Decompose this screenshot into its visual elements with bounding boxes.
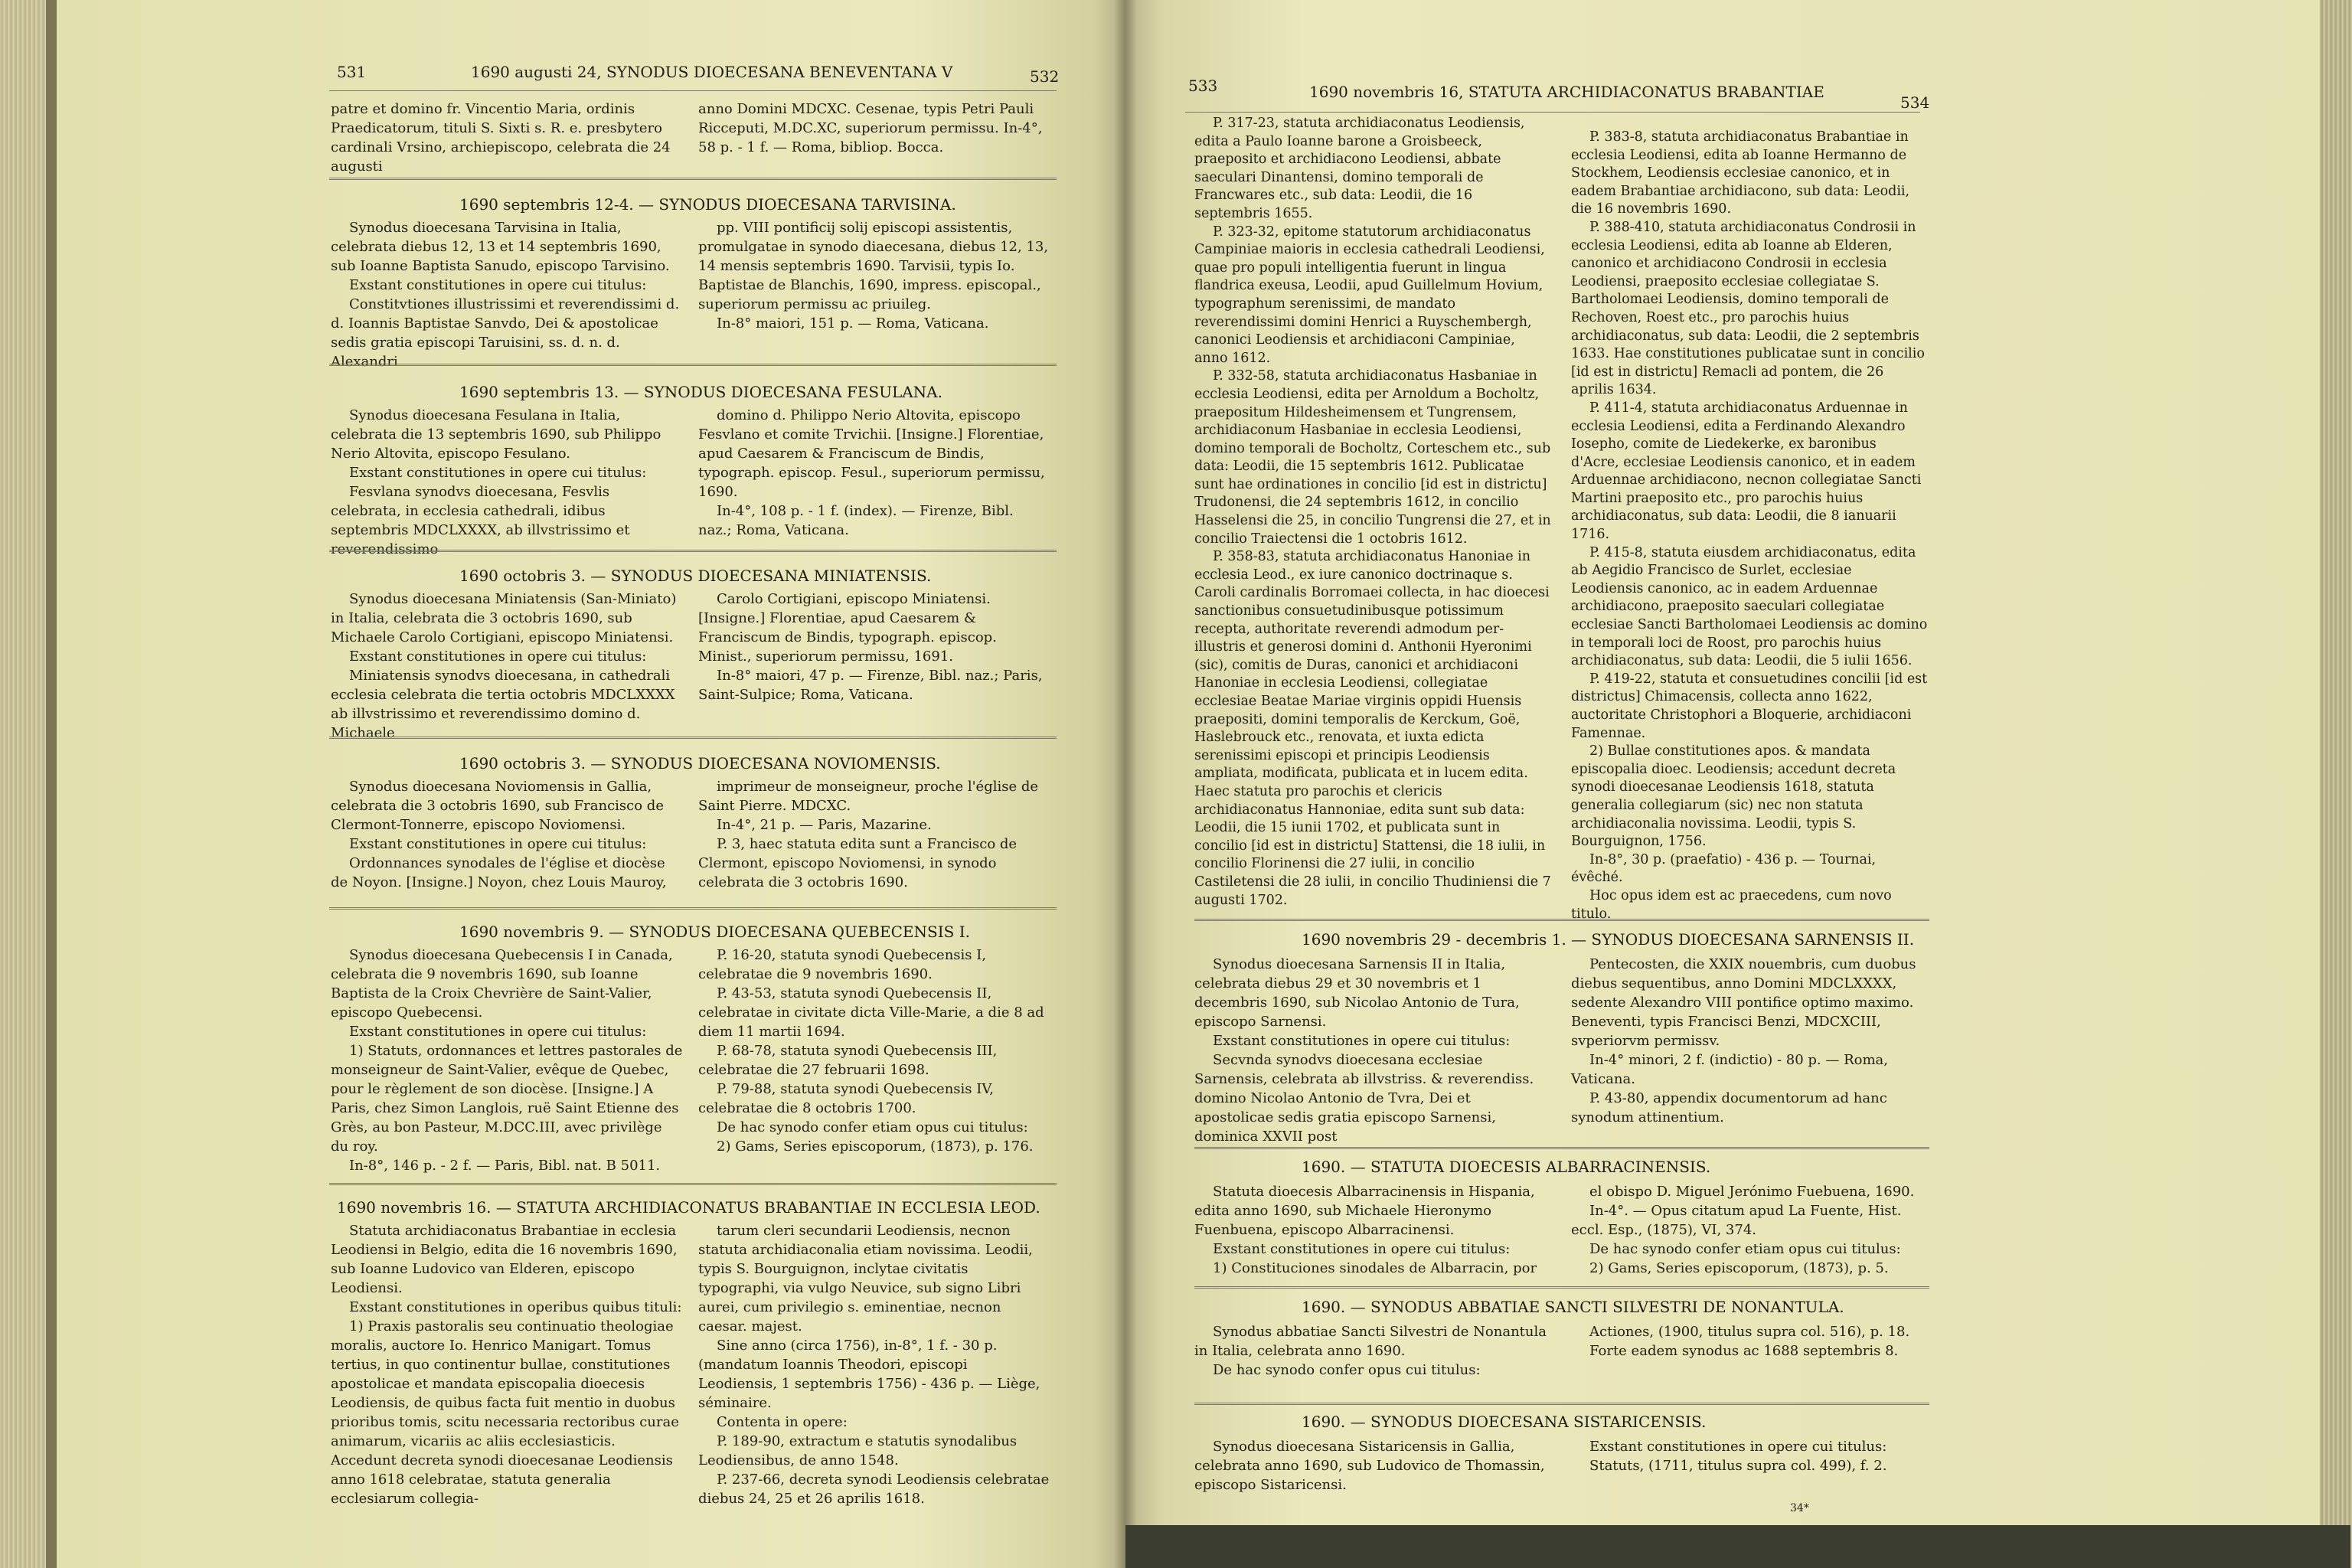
right-running-title: 1690 novembris 16, STATUTA ARCHIDIACONATUS BRABANTIAE xyxy=(1309,83,1824,101)
paragraph: In-8° maiori, 47 p. — Firenze, Bibl. naz.; Paris, Saint-Sulpice; Roma, Vaticana. xyxy=(698,668,1043,703)
paragraph: 1) Constituciones sinodales de Albarracin, por xyxy=(1213,1260,1537,1276)
paragraph: P. 43-80, appendix documentorum ad hanc synodum attinentium. xyxy=(1571,1090,1887,1125)
paragraph: P. 3, haec statuta edita sunt a Francisco de Clermont, episcopo Noviomensi, in synodo celebrata die 3 octobris 1690. xyxy=(698,836,1018,890)
section-title: 1690 novembris 29 - decembris 1. — SYNODUS DIOECESANA SARNENSIS II. xyxy=(1302,930,1915,949)
right-section-col2 xyxy=(1571,955,1928,1127)
section-rule xyxy=(329,550,1057,552)
header-rule xyxy=(329,90,1057,91)
paragraph: Ordonnances synodales de l'église et diocèse de Noyon. [Insigne.] Noyon, chez Louis Mauroy, xyxy=(331,855,667,890)
paragraph: Exstant constitutiones in opere cui titulus: xyxy=(349,465,647,481)
section-rule xyxy=(329,737,1057,739)
left-page-edges xyxy=(0,0,46,1568)
paragraph: Synodus dioecesana Sarnensis II in Italia, celebrata diebus 29 et 30 novembris et 1 decembris 1690, sub Nicolao Antonio de Tura, episcopo Sarnensi. xyxy=(1194,956,1520,1030)
section-title: 1690 novembris 9. — SYNODUS DIOECESANA QUEBECENSIS I. xyxy=(459,923,970,941)
paragraph: el obispo D. Miguel Jerónimo Fuebuena, 1690. xyxy=(1589,1184,1915,1200)
section-col2 xyxy=(698,590,1050,704)
right-section-col2 xyxy=(1571,1182,1928,1278)
paragraph: P. 68-78, statuta synodi Quebecensis III, celebratae die 27 februarii 1698. xyxy=(698,1043,998,1078)
right-section-col1 xyxy=(1194,1182,1551,1278)
paragraph: Synodus abbatiae Sancti Silvestri de Nonantula in Italia, celebrata anno 1690. xyxy=(1194,1324,1547,1359)
background-bottom-right xyxy=(1125,1525,2350,1568)
paragraph: P. 415-8, statuta eiusdem archidiaconatus, edita ab Aegidio Francisco de Surlet, ecclesiae Leodiensis canonico, ac in eadem Arduennae archidiacono, praeposito saeculari collegiatae ecclesiae Sancti Bartholomaei Leodiensis ac domino in temporali loci de Roost, pro parochis huius archidiaconatus, sub data: Leodii, die 5 iulii 1656. xyxy=(1571,544,1928,669)
paragraph: Synodus dioecesana Noviomensis in Gallia, celebrata die 3 octobris 1690, sub Francisco de Clermont-Tonnerre, episcopo Noviomensi. xyxy=(331,779,664,833)
paragraph: In-4°, 108 p. - 1 f. (index). — Firenze, Bibl. naz.; Roma, Vaticana. xyxy=(698,503,1014,538)
section-col2 xyxy=(698,406,1050,540)
section-rule xyxy=(1194,1147,1929,1149)
section-col1 xyxy=(331,218,683,371)
section-col2 xyxy=(698,946,1050,1156)
paragraph: Contenta in opere: xyxy=(717,1414,848,1430)
paragraph: Exstant constitutiones in opere cui titulus: xyxy=(1213,1033,1511,1049)
paragraph: Exstant constitutiones in opere cui titulus: xyxy=(349,648,647,665)
paragraph: De hac synodo confer etiam opus cui titulus: xyxy=(1589,1241,1901,1257)
paragraph: In-4°, 21 p. — Paris, Mazarine. xyxy=(717,817,932,833)
paragraph: tarum cleri secundarii Leodiensis, necnon statuta archidiaconalia etiam novissima. Leodii, typis S. Bourguignon, inclytae civitatis typographi, via vulgo Neuvice, sub signo Libri aurei, cum privilegio s. eminentiae, necnon caesar. majest. xyxy=(698,1223,1033,1334)
paragraph: P. 332-58, statuta archidiaconatus Hasbaniae in ecclesia Leodiensi, edita per Arnoldum a Bocholtz, praepositum Hildesheimensem et Tungrensem, archidiaconum Hasbaniae in ecclesia Leodiensi, domino temporali de Bocholtz, Corteschem etc., sub data: Leodii, die 15 septembris 1612. Publicatae sunt hae ordinationes in concilio [id est in districtu] Trudonensi, die 24 septembris 1612, in concilio Hasselensi die 25, in concilio Tungrensi die 27, et in concilio Traiectensi die 1 octobris 1612. xyxy=(1194,368,1551,547)
section-col1 xyxy=(331,590,683,743)
right-header-rule xyxy=(1185,112,1920,113)
section-rule xyxy=(1194,1286,1929,1289)
section-title: 1690. — SYNODUS DIOECESANA SISTARICENSIS. xyxy=(1302,1413,1707,1431)
paragraph: Secvnda synodvs dioecesana ecclesiae Sarnensis, celebrata ab illvstriss. & reverendiss. domino Nicolao Antonio de Tvra, Dei et apostolicae sedis gratia episcopo Sarnensi, dominica XXVII post xyxy=(1194,1052,1534,1145)
section-col1 xyxy=(331,946,683,1175)
left-page-number-531: 531 xyxy=(337,63,367,81)
paragraph: P. 411-4, statuta archidiaconatus Arduennae in ecclesia Leodiensi, edita a Ferdinando Alexandro Iosepho, comite de Liedekerke, ex baronibus d'Acre, ecclesiae Leodiensis canonico, et in eadem Arduennae archidiacono, necnon collegiatae Sancti Martini praeposito etc., pro parochis huius archidiaconatus, sub data: Leodii, die 8 ianuarii 1716. xyxy=(1571,400,1922,543)
paragraph: P. 79-88, statuta synodi Quebecensis IV, celebratae die 8 octobris 1700. xyxy=(698,1081,994,1116)
paragraph: P. 388-410, statuta archidiaconatus Condrosii in ecclesia Leodiensi, edita ab Ioanne ab Elderen, canonico et archidiacono Condrosii in ecclesia Leodiensi, praeposito ecclesiae collegiatae S. Bartholomaei Leodiensis, domino temporali de Rechoven, Roest etc., pro parochis huius archidiaconatus, sub data: Leodii, die 2 septembris 1633. Hae constitutiones publicatae sunt in concilio [id est in districtu] Remacli ad pontem, die 26 aprilis 1634. xyxy=(1571,219,1925,398)
paragraph: Pentecosten, die XXIX nouembris, cum duobus diebus sequentibus, anno Domini MDCLXXXX, sedente Alexandro VIII pontifice optimo maximo. Beneventi, typis Francisci Benzi, MDCXCIII, svperiorvm permissv. xyxy=(1571,956,1916,1049)
paragraph: In-4° minori, 2 f. (indictio) - 80 p. — Roma, Vaticana. xyxy=(1571,1052,1888,1087)
paragraph: 1) Statuts, ordonnances et lettres pastorales de monseigneur de Saint-Valier, evêque de Quebec, pour le règlement de son diocèse. [Insigne.] A Paris, chez Simon Langlois, ruë Saint Etienne des Grès, au bon Pasteur, M.DCC.III, avec privilège du roy. xyxy=(331,1043,683,1155)
paragraph: In-8°, 146 p. - 2 f. — Paris, Bibl. nat. B 5011. xyxy=(349,1158,661,1174)
intro-text-1: patre et domino fr. Vincentio Maria, ordinis Praedicatorum, tituli S. Sixti s. R. e. presbytero cardinali Vrsino, archiepiscopo, celebrata die 24 augusti xyxy=(331,101,671,175)
right-section-col1 xyxy=(1194,1437,1551,1494)
left-binding-shadow xyxy=(46,0,57,1568)
paragraph: P. 16-20, statuta synodi Quebecensis I, celebratae die 9 novembris 1690. xyxy=(698,947,987,982)
paragraph: Fesvlana synodvs dioecesana, Fesvlis celebrata, in ecclesia cathedrali, idibus septembris MDCLXXXX, ab illvstrissimo et reverendissimo xyxy=(331,484,630,557)
section-rule xyxy=(329,178,1057,180)
paragraph: Sine anno (circa 1756), in-8°, 1 f. - 30 p. (mandatum Ioannis Theodori, episcopi Leodiensis, 1 septembris 1756) - 436 p. — Liège, séminaire. xyxy=(698,1338,1040,1411)
right-page-number-534: 534 xyxy=(1900,93,1930,112)
section-col2 xyxy=(698,777,1050,892)
paragraph: Statuta archidiaconatus Brabantiae in ecclesia Leodiensi in Belgio, edita die 16 novembris 1690, sub Ioanne Ludovico van Elderen, episcopo Leodiensi. xyxy=(331,1223,678,1296)
paragraph: Statuts, (1711, titulus supra col. 499), f. 2. xyxy=(1589,1458,1887,1474)
intro-col2 xyxy=(698,100,1050,157)
paragraph: P. 323-32, epitome statutorum archidiaconatus Campiniae maioris in ecclesia cathedrali Leodiensi, quae pro populi intelligentia fuerunt in lingua flandrica exeusa, Leodii, apud Guillelmum Hovium, typographum serenissimi, de mandato reverendissimi domini Henrici a Ruyschembergh, canonici Leodiensis et archidiaconi Campiniae, anno 1612. xyxy=(1194,224,1545,366)
paragraph: P. 419-22, statuta et consuetudines concilii [id est districtus] Chimacensis, collecta anno 1622, auctoritate Christophori a Bloquerie, archidiaconi Famennae. xyxy=(1571,671,1928,741)
paragraph: Exstant constitutiones in opere cui titulus: xyxy=(349,836,647,852)
section-col1 xyxy=(331,406,683,559)
right-page-number-533: 533 xyxy=(1188,77,1218,95)
right-section-col1 xyxy=(1194,1322,1551,1380)
paragraph: Exstant constitutiones in operibus quibus tituli: xyxy=(349,1299,682,1315)
paragraph: Miniatensis synodvs dioecesana, in cathedrali ecclesia celebrata die tertia octobris MDCLXXXX ab illvstrissimo et reverendissimo domino d. Michaele xyxy=(331,668,675,741)
section-title: 1690 octobris 3. — SYNODUS DIOECESANA NOVIOMENSIS. xyxy=(459,754,941,773)
paragraph: Synodus dioecesana Miniatensis (San-Miniato) in Italia, celebrata die 3 octobris 1690, sub Michaele Carolo Cortigiani, episcopo Miniatensi. xyxy=(331,591,677,645)
paragraph: Hoc opus idem est ac praecedens, cum novo titulo. xyxy=(1571,887,1892,922)
section-rule xyxy=(329,907,1057,910)
section-title: 1690. — STATUTA DIOECESIS ALBARRACINENSIS. xyxy=(1302,1158,1711,1176)
paragraph: P. 383-8, statuta archidiaconatus Brabantiae in ecclesia Leodiensi, edita ab Ioanne Hermanno de Stockhem, Leodiensis ecclesiae canonico, et in eadem Brabantiae archidiacono, sub data: Leodii, die 16 novembris 1690. xyxy=(1571,129,1910,217)
paragraph: P. 237-66, decreta synodi Leodiensis celebratae diebus 24, 25 et 26 aprilis 1618. xyxy=(698,1472,1050,1507)
paragraph: domino d. Philippo Nerio Altovita, episcopo Fesvlano et comite Trvichii. [Insigne.] Florentiae, apud Caesarem & Franciscum de Bindis, typograph. episcop. Fesul., superiorum permissu, 1690. xyxy=(698,407,1045,500)
paragraph: Synodus dioecesana Tarvisina in Italia, celebrata diebus 12, 13 et 14 septembris 1690, sub Ioanne Baptista Sanudo, episcopo Tarvisino. xyxy=(331,220,670,274)
paragraph: P. 317-23, statuta archidiaconatus Leodiensis, edita a Paulo Ioanne barone a Groisbeeck, praeposito et archidiacono Leodiensi, abbate saeculari Dinantensi, domino temporali de Francwares etc., sub data: Leodii, die 16 septembris 1655. xyxy=(1194,116,1525,221)
paragraph: In-4°. — Opus citatum apud La Fuente, Hist. eccl. Esp., (1875), VI, 374. xyxy=(1571,1203,1902,1238)
paragraph: 2) Gams, Series episcoporum, (1873), p. 5. xyxy=(1589,1260,1889,1276)
section-col1 xyxy=(331,1221,683,1508)
section-rule xyxy=(1194,919,1929,921)
section-rule xyxy=(1194,1403,1929,1405)
section-col2 xyxy=(698,218,1050,333)
section-title: 1690 novembris 16. — STATUTA ARCHIDIACONATUS BRABANTIAE IN ECCLESIA LEOD. xyxy=(337,1198,1040,1217)
paragraph: pp. VIII pontificij solij episcopi assistentis, promulgatae in synodo diaecesana, diebus 12, 13, 14 mensis septembris 1690. Tarvisii, typis Io. Baptistae de Blanchis, 1690, impress. episcopal., superiorum permissu ac priuileg. xyxy=(698,220,1049,312)
paragraph: P. 43-53, statuta synodi Quebecensis II, celebratae in civitate dicta Ville-Marie, a die 8 ad diem 11 martii 1694. xyxy=(698,985,1044,1040)
paragraph: Exstant constitutiones in opere cui titulus: xyxy=(1589,1439,1887,1455)
paragraph: Exstant constitutiones in opere cui titulus: xyxy=(349,1024,647,1040)
signature-mark: 34* xyxy=(1790,1502,1809,1514)
paragraph: 2) Gams, Series episcoporum, (1873), p. 176. xyxy=(717,1138,1034,1155)
paragraph: P. 189-90, extractum e statutis synodalibus Leodiensibus, de anno 1548. xyxy=(698,1433,1018,1468)
section-col2 xyxy=(698,1221,1050,1508)
paragraph: Exstant constitutiones in opere cui titulus: xyxy=(1213,1241,1511,1257)
section-title: 1690 octobris 3. — SYNODUS DIOECESANA MINIATENSIS. xyxy=(459,567,932,585)
left-page-number-532: 532 xyxy=(1030,67,1060,86)
paragraph: imprimeur de monseigneur, proche l'église de Saint Pierre. MDCXC. xyxy=(698,779,1039,814)
right-section-col1 xyxy=(1194,955,1551,1146)
paragraph: Synodus dioecesana Sistaricensis in Gallia, celebrata anno 1690, sub Ludovico de Thomassin, episcopo Sistaricensi. xyxy=(1194,1439,1545,1493)
paragraph: Exstant constitutiones in opere cui titulus: xyxy=(349,277,647,293)
paragraph: Carolo Cortigiani, episcopo Miniatensi. [Insigne.] Florentiae, apud Caesarem & Franciscum de Bindis, typograph. episcop. Minist., superiorum permissu, 1691. xyxy=(698,591,997,665)
paragraph: In-8°, 30 p. (praefatio) - 436 p. — Tournai, évêché. xyxy=(1571,851,1877,886)
paragraph: P. 358-83, statuta archidiaconatus Hanoniae in ecclesia Leod., ex iure canonico doctrinaque s. Caroli cardinalis Borromaei collecta, in hac dioecesi sanctionibus consuetudinibusque potissimum recepta, authoritate reverendi admodum per-illustris et generosi domini d. Anthonii Hyeronimi (sic), comitis de Duras, canonici et archidiaconi Hanoniae in ecclesia Leodiensi, collegiatae ecclesiae Beatae Mariae virginis oppidi Huensis praepositi, domini temporalis de Kerckum, Goë, Haslebrouck etc., renovata, et iuxta edicta serenissimi episcopi et principis Leodiensis ampliata, modificata, publicata et in lucem edita. Haec statuta pro parochis et clericis archidiaconatus Hannoniae, edita sunt sub data: Leodii, die 15 iunii 1702, et publicata sunt in concilio [id est in districtu] Stattensi, die 18 iulii, in concilio Florinensi die 27 iulii, in concilio Castiletensi die 28 iulii, in concilio Thudiniensi die 7 augusti 1702. xyxy=(1194,549,1551,908)
intro-text-2: anno Domini MDCXC. Cesenae, typis Petri Pauli Ricceputi, M.DC.XC, superiorum permissu. In-4°, 58 p. - 1 f. — Roma, bibliop. Bocca. xyxy=(698,101,1043,155)
book-gutter xyxy=(1114,0,1137,1568)
right-section-col2 xyxy=(1571,1322,1928,1361)
section-rule xyxy=(329,1183,1057,1185)
right-page-edges xyxy=(2320,0,2352,1568)
paragraph: Actiones, (1900, titulus supra col. 516), p. 18. xyxy=(1589,1324,1910,1340)
section-rule xyxy=(329,364,1057,366)
paragraph: Statuta dioecesis Albarracinensis in Hispania, edita anno 1690, sub Michaele Hieronymo Fuenbuena, episcopo Albarracinensi. xyxy=(1194,1184,1535,1238)
section-title: 1690 septembris 12-4. — SYNODUS DIOECESANA TARVISINA. xyxy=(459,195,956,214)
section-col1 xyxy=(331,777,683,892)
right-top-col1 xyxy=(1194,115,1551,910)
paragraph: Forte eadem synodus ac 1688 septembris 8. xyxy=(1589,1343,1899,1359)
paragraph: 1) Praxis pastoralis seu continuatio theologiae moralis, auctore Io. Henrico Manigart. Tomus tertius, in quo continentur bullae, constitutiones apostolicae et mandata episcopalia dioecesis Leodiensis, de quibus facta fuit mentio in duobus prioribus tomis, scitu necessaria rectoribus curae animarum, vicariis ac aliis ecclesiasticis. Accedunt decreta synodi dioecesanae Leodiensis anno 1618 celebratae, statuta generalia ecclesiarum collegia- xyxy=(331,1318,679,1507)
paragraph: Constitvtiones illustrissimi et reverendissimi d. d. Ioannis Baptistae Sanvdo, Dei & apostolicae sedis gratia episcopi Taruisini, ss. d. n. d. Alexandri xyxy=(331,296,680,370)
paragraph: De hac synodo confer etiam opus cui titulus: xyxy=(717,1119,1028,1135)
paragraph: 2) Bullae constitutiones apos. & mandata episcopalia dioec. Leodiensis; accedunt decreta synodi dioecesanae Leodiensis 1618, statuta generalia collegiarum (sic) nec non statuta archidiaconalia novissima. Leodii, typis S. Bourguignon, 1756. xyxy=(1571,743,1896,850)
right-top-col2 xyxy=(1571,129,1928,923)
section-title: 1690 septembris 13. — SYNODUS DIOECESANA FESULANA. xyxy=(459,383,942,401)
paragraph: De hac synodo confer opus cui titulus: xyxy=(1213,1362,1481,1378)
paragraph: Synodus dioecesana Fesulana in Italia, celebrata die 13 septembris 1690, sub Philippo Nerio Altovita, episcopo Fesulano. xyxy=(331,407,662,462)
paragraph: In-8° maiori, 151 p. — Roma, Vaticana. xyxy=(717,315,989,332)
left-running-title: 1690 augusti 24, SYNODUS DIOECESANA BENEVENTANA V xyxy=(471,63,953,81)
paragraph: Synodus dioecesana Quebecensis I in Canada, celebrata die 9 novembris 1690, sub Ioanne Baptista de la Croix Chevrière de Saint-Valier, episcopo Quebecensi. xyxy=(331,947,673,1021)
right-section-col2 xyxy=(1571,1437,1928,1475)
section-title: 1690. — SYNODUS ABBATIAE SANCTI SILVESTRI DE NONANTULA. xyxy=(1302,1298,1844,1316)
intro-col1 xyxy=(331,100,683,176)
